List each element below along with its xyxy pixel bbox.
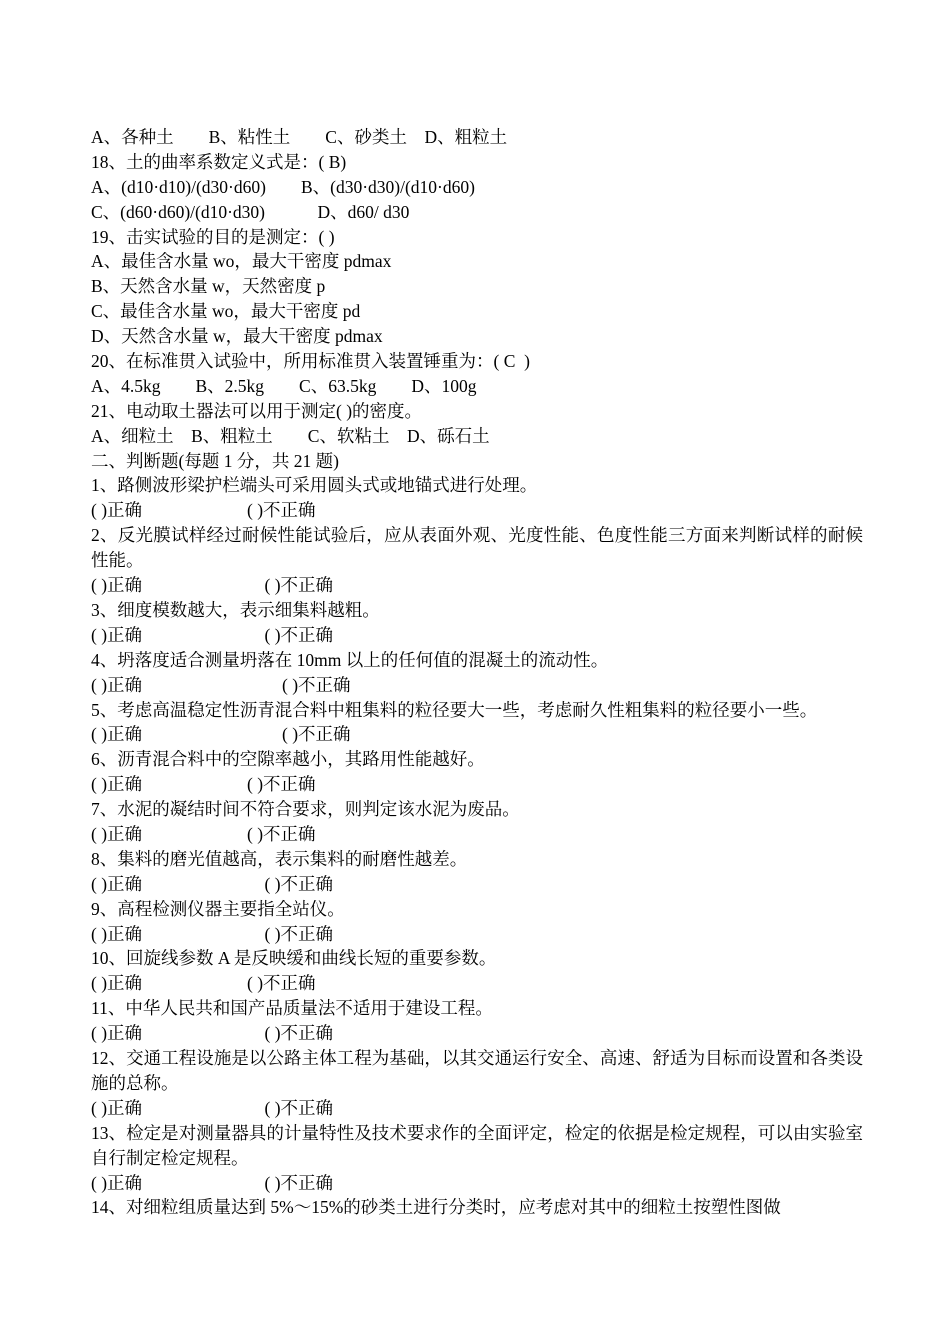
- answer-line: ( )正确 ( )不正确: [91, 923, 334, 944]
- option-line: A、细粒土 B、粗粒土 C、软粘土 D、砾石土: [91, 425, 490, 446]
- question-line: 19、击实试验的目的是测定：( ): [91, 226, 335, 247]
- answer-line: ( )正确 ( )不正确: [91, 774, 316, 795]
- question-line: 21、电动取土器法可以用于测定( )的密度。: [91, 400, 423, 421]
- question-line: 13、检定是对测量器具的计量特性及技术要求作的全面评定，检定的依据是检定规程，可以由实验室自行制定检定规程。: [91, 1122, 863, 1168]
- answer-line: ( )正确 ( )不正确: [91, 1023, 334, 1044]
- question-line: 9、高程检测仪器主要指全站仪。: [91, 898, 345, 919]
- option-line: A、(d10·d10)/(d30·d60) B、(d30·d30)/(d10·d60): [91, 176, 475, 197]
- answer-line: ( )正确 ( )不正确: [91, 823, 316, 844]
- question-line: 12、交通工程设施是以公路主体工程为基础，以其交通运行安全、高速、舒适为目标而设置和各类设施的总称。: [91, 1048, 863, 1093]
- question-line: 10、回旋线参数 A 是反映缓和曲线长短的重要参数。: [91, 948, 497, 969]
- answer-line: ( )正确 ( )不正确: [91, 674, 351, 695]
- question-line: 6、沥青混合料中的空隙率越小，其路用性能越好。: [91, 749, 485, 770]
- question-line: 3、细度模数越大，表示细集料越粗。: [91, 599, 380, 620]
- answer-line: ( )正确 ( )不正确: [91, 500, 316, 521]
- answer-line: ( )正确 ( )不正确: [91, 873, 334, 894]
- question-line: 11、中华人民共和国产品质量法不适用于建设工程。: [91, 998, 493, 1019]
- section-heading: 二、判断题(每题 1 分，共 21 题): [91, 450, 339, 471]
- answer-line: ( )正确 ( )不正确: [91, 1172, 334, 1193]
- option-line: C、最佳含水量 wo，最大干密度 pd: [91, 301, 361, 322]
- option-line: A、各种土 B、粘性土 C、砂类土 D、粗粒土: [91, 127, 508, 147]
- question-line: 1、路侧波形梁护栏端头可采用圆头式或地锚式进行处理。: [91, 475, 538, 496]
- question-line: 2、反光膜试样经过耐候性能试验后，应从表面外观、光度性能、色度性能三方面来判断试样的耐候性能。: [91, 525, 863, 571]
- question-line: 7、水泥的凝结时间不符合要求，则判定该水泥为废品。: [91, 799, 520, 820]
- answer-line: ( )正确 ( )不正确: [91, 973, 316, 994]
- option-line: A、最佳含水量 wo，最大干密度 pdmax: [91, 251, 392, 272]
- answer-line: ( )正确 ( )不正确: [91, 575, 334, 596]
- question-line: 14、对细粒组质量达到 5%～15%的砂类土进行分类时，应考虑对其中的细粒土按塑性图做: [91, 1197, 781, 1218]
- document-page: [91, 125, 863, 1220]
- question-line: 5、考虑高温稳定性沥青混合料中粗集料的粒径要大一些，考虑耐久性粗集料的粒径要小一些。: [91, 699, 818, 720]
- answer-line: ( )正确 ( )不正确: [91, 1097, 334, 1118]
- answer-line: ( )正确 ( )不正确: [91, 724, 351, 745]
- option-line: D、天然含水量 w，最大干密度 pdmax: [91, 326, 383, 347]
- option-line: B、天然含水量 w，天然密度 p: [91, 276, 326, 297]
- question-line: 8、集料的磨光值越高，表示集料的耐磨性越差。: [91, 848, 468, 869]
- question-line: 4、坍落度适合测量坍落在 10mm 以上的任何值的混凝土的流动性。: [91, 649, 609, 670]
- answer-line: ( )正确 ( )不正确: [91, 624, 334, 645]
- option-line: C、(d60·d60)/(d10·d30) D、d60/ d30: [91, 201, 410, 222]
- option-line: A、4.5kg B、2.5kg C、63.5kg D、100g: [91, 375, 477, 396]
- question-line: 18、土的曲率系数定义式是：( B): [91, 151, 347, 172]
- question-line: 20、在标准贯入试验中，所用标准贯入装置锤重为：( C ): [91, 351, 530, 372]
